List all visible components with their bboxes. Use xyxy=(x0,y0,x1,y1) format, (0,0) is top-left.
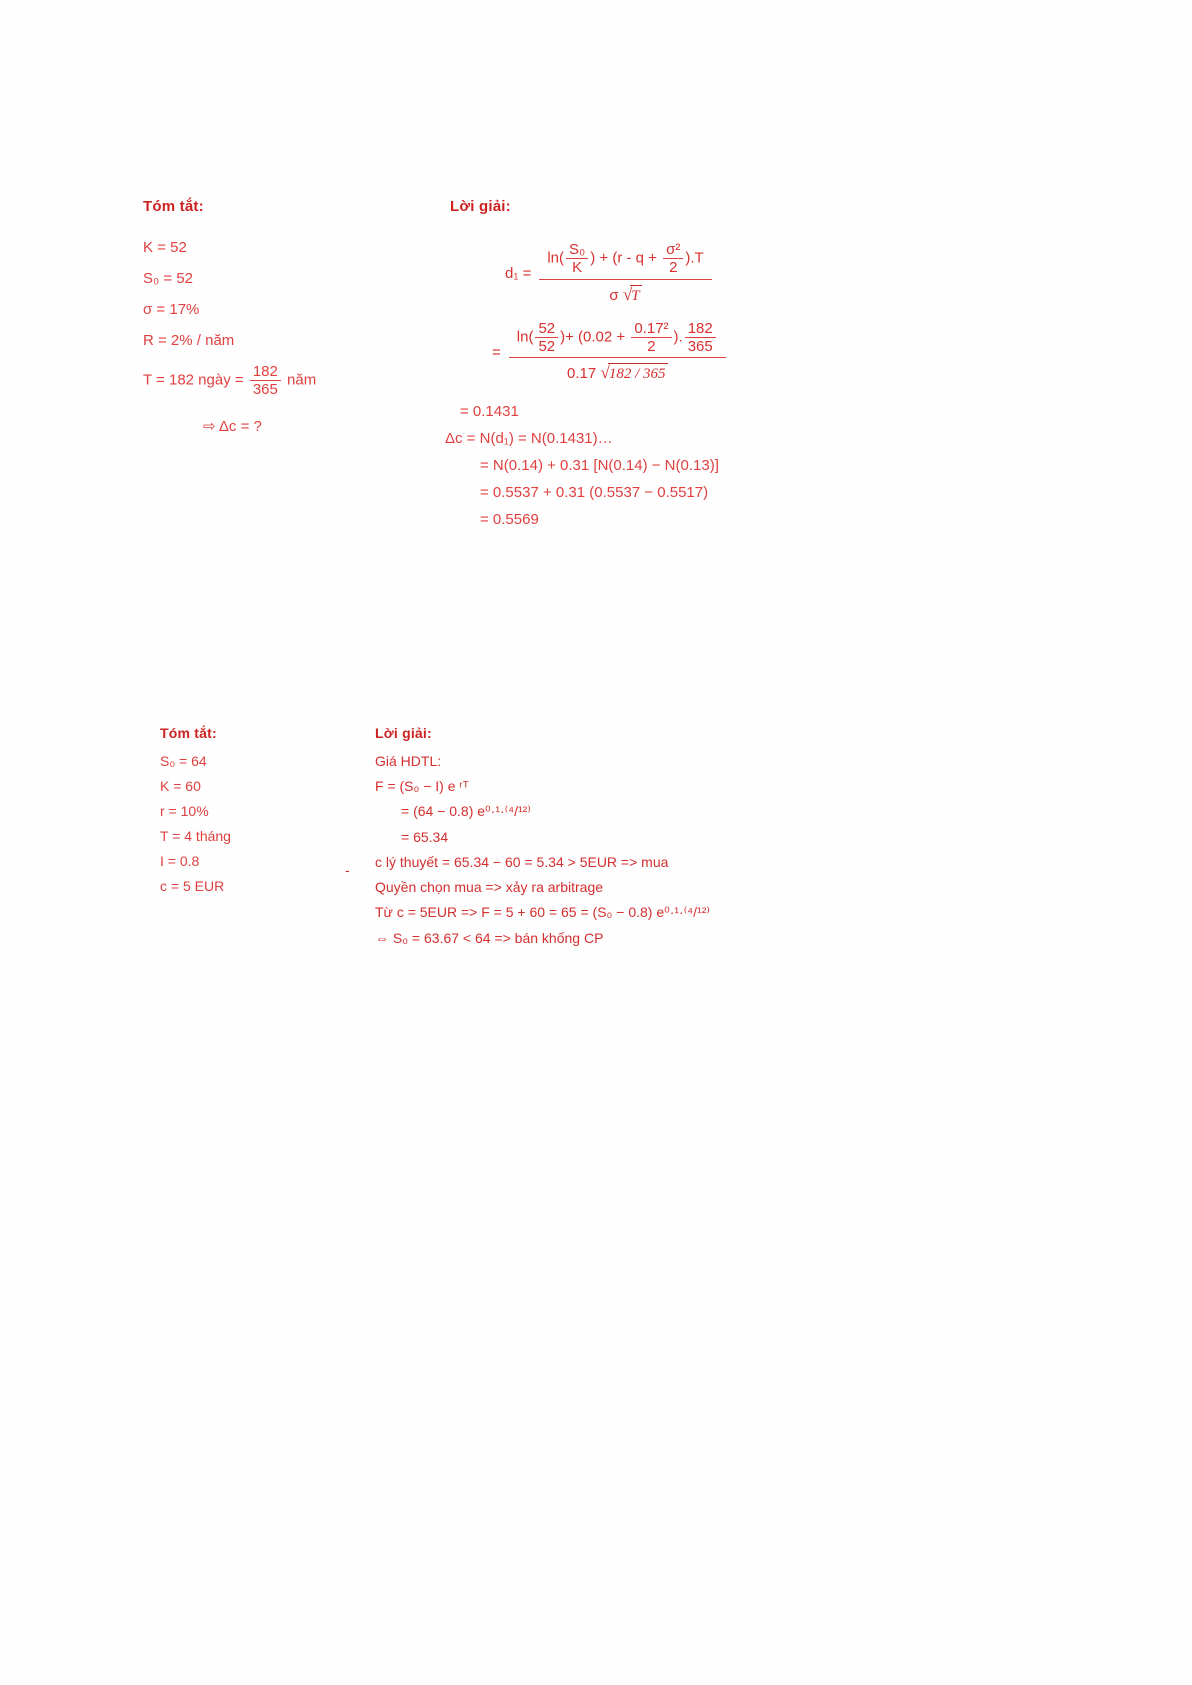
problem1-result-0: = 0.1431 xyxy=(460,402,519,420)
problem1-result-3: = 0.5537 + 0.31 (0.5537 − 0.5517) xyxy=(480,483,709,501)
problem1-d1-sigma-num: σ² xyxy=(666,241,681,258)
problem2-summary-heading: Tóm tắt: xyxy=(160,725,217,741)
problem1-summary-line-t xyxy=(143,363,443,399)
problem2-summary-line-i: I = 0.8 xyxy=(160,853,200,869)
problem2-summary-line-t: T = 4 tháng xyxy=(160,828,231,844)
problem2-summary-line-r: r = 10% xyxy=(160,803,209,819)
problem1-d1-sub-fraction xyxy=(509,320,726,385)
problem1-t-prefix: T = 182 ngày = xyxy=(143,371,244,389)
problem1-solution-block xyxy=(445,198,1010,538)
problem2-summary-line-k: K = 60 xyxy=(160,778,201,794)
problem1-d1-ln-fraction xyxy=(566,241,588,277)
problem2-solution-line-2: = (64 − 0.8) e⁰·¹·⁽⁴/¹²⁾ xyxy=(401,803,531,819)
problem1-solution-heading: Lời giải: xyxy=(450,198,511,215)
problem1-summary-line-sigma: σ = 17% xyxy=(143,301,200,318)
problem1-d1-sigma-den: 2 xyxy=(663,258,683,276)
problem1-d1-equals: = xyxy=(492,343,501,361)
problem2-solution-line-0: Giá HDTL: xyxy=(375,753,442,769)
problem2-solution-heading: Lời giải: xyxy=(375,725,432,741)
problem2-solution-line-1: F = (S₀ − I) e ʳᵀ xyxy=(375,778,469,794)
problem1-d1-ln-num: S₀ xyxy=(569,241,586,258)
problem2-summary-line-c: c = 5 EUR xyxy=(160,878,225,894)
problem1-d1-ln-den: K xyxy=(566,258,588,276)
problem1-d1-sqrt-symbol: √ xyxy=(622,284,633,304)
problem1-sub-ln-fraction xyxy=(535,320,558,356)
problem1-sub-den-coef: 0.17 xyxy=(567,365,597,383)
problem1-sub-sigma-den: 2 xyxy=(631,337,671,355)
problem1-sub-t-den: 365 xyxy=(685,337,716,355)
problem1-sub-ln-num: 52 xyxy=(538,319,556,337)
problem1-t-numerator: 182 xyxy=(252,363,278,380)
problem1-sub-sigma-fraction xyxy=(631,320,671,356)
problem1-t-denominator: 365 xyxy=(250,380,281,398)
problem1-d1-ln-open: ln( xyxy=(547,249,565,267)
problem1-sub-t-num: 182 xyxy=(687,319,713,337)
problem1-sub-t-fraction xyxy=(685,320,716,356)
problem2-summary-block xyxy=(160,725,360,903)
problem2-summary-line-s0: S₀ = 64 xyxy=(160,753,207,769)
problem1-d1-sqrt-radicand: T xyxy=(630,285,641,306)
problem1-d1-denominator xyxy=(539,279,711,306)
problem1-result-1: Δc = N(d₁) = N(0.1431)… xyxy=(445,429,613,447)
problem1-summary-block xyxy=(143,198,443,449)
problem1-d1-tail: ).T xyxy=(685,249,704,267)
problem1-t-fraction xyxy=(250,363,281,399)
problem1-summary-line-k: K = 52 xyxy=(143,239,187,256)
problem1-sub-sigma-num: 0.17² xyxy=(634,319,669,337)
problem1-d1-numerator xyxy=(539,241,711,279)
problem2-solution-line-4: c lý thuyết = 65.34 − 60 = 5.34 > 5EUR => mua xyxy=(375,854,669,870)
problem1-summary-heading: Tóm tắt: xyxy=(143,198,204,215)
problem1-sub-ln-den: 52 xyxy=(535,337,558,355)
problem1-sub-sqrt-radicand: 182 / 365 xyxy=(608,363,668,384)
problem2-bullet-dash: - xyxy=(345,862,350,878)
problem2-solution-line-5: Quyền chọn mua => xảy ra arbitrage xyxy=(375,879,604,895)
problem1-d1-den-sigma: σ xyxy=(609,286,619,304)
problem1-d1-sigma-fraction xyxy=(663,241,683,277)
problem1-result-2: = N(0.14) + 0.31 [N(0.14) − N(0.13)] xyxy=(480,456,719,474)
problem1-d1-ln-close: ) + (r - q + xyxy=(590,249,657,267)
problem2-solution-line-3: = 65.34 xyxy=(401,829,449,845)
problem1-summary-line-r: R = 2% / năm xyxy=(143,332,235,349)
problem1-summary-line-s0: S₀ = 52 xyxy=(143,270,194,287)
problem1-sub-mid: ). xyxy=(673,328,683,346)
problem1-d1-substituted xyxy=(492,320,1010,385)
problem2-solution-block xyxy=(375,725,1075,955)
problem1-goal: ⇨ Δc = ? xyxy=(203,417,262,435)
problem1-t-suffix: năm xyxy=(287,371,317,389)
problem1-d1-sub-numerator xyxy=(509,320,726,358)
problem1-sub-sqrt-symbol: √ xyxy=(600,363,610,383)
problem2-solution-line-6: Từ c = 5EUR => F = 5 + 60 = 65 = (S₀ − 0.8) e⁰·¹·⁽⁴/¹²⁾ xyxy=(375,904,710,920)
problem1-sub-ln-close: )+ (0.02 + xyxy=(560,328,626,346)
problem1-result-4: = 0.5569 xyxy=(480,510,539,528)
problem1-d1-label: d₁ = xyxy=(505,264,532,282)
problem1-sub-ln-open: ln( xyxy=(516,328,534,346)
problem1-d1-sub-denominator xyxy=(509,357,726,384)
problem2-solution-line-7: ⇔ S₀ = 63.67 < 64 => bán khống CP xyxy=(375,930,604,946)
problem1-d1-formula xyxy=(505,241,1010,306)
problem1-d1-fraction xyxy=(539,241,711,306)
